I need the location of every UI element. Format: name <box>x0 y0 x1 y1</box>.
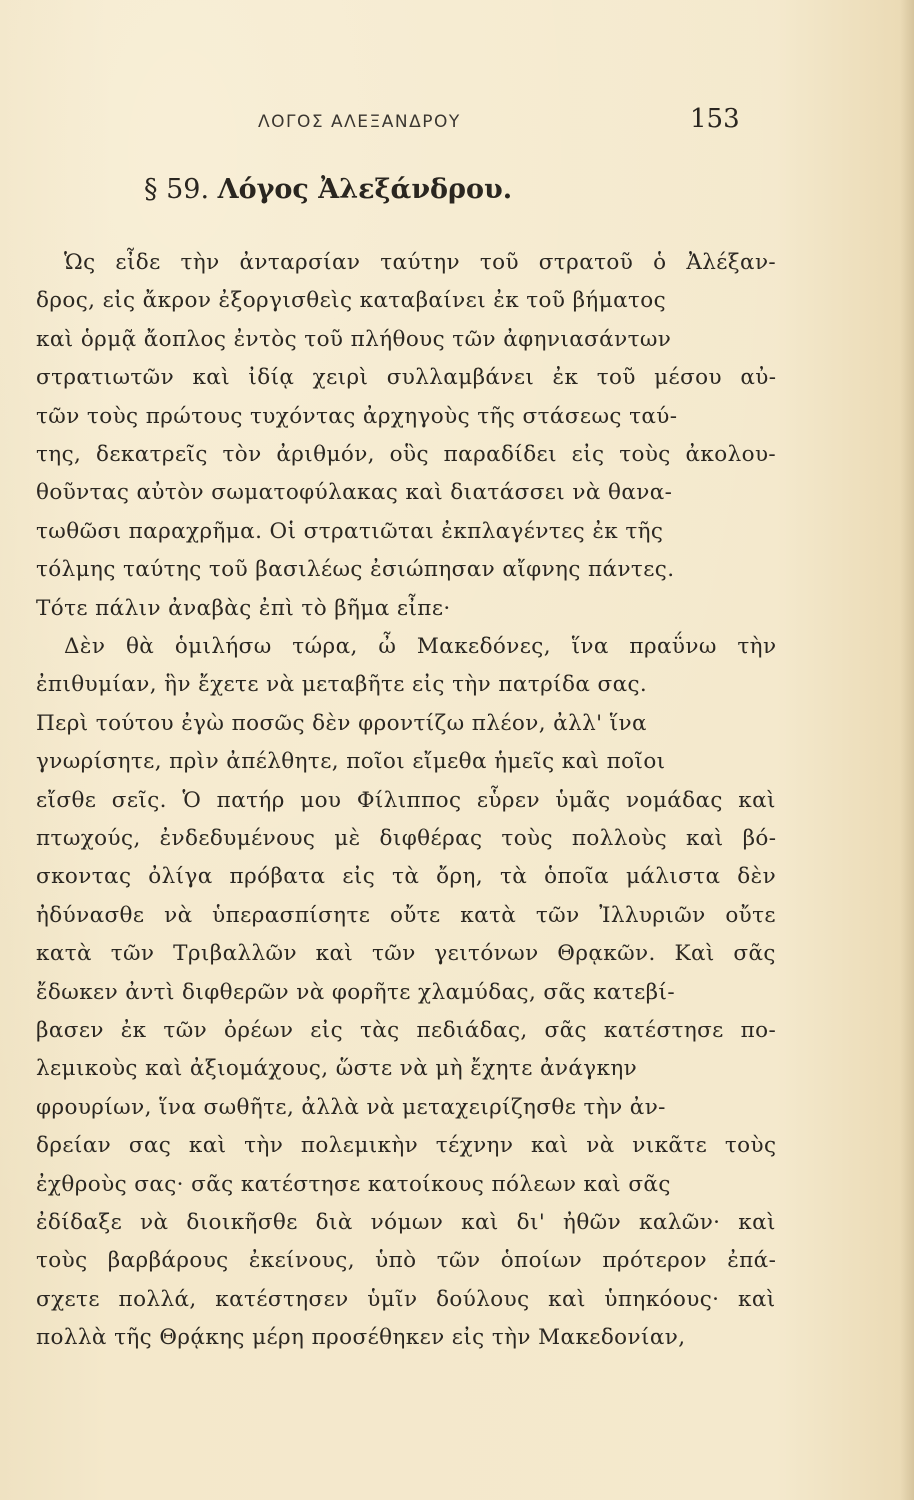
section-heading <box>144 174 512 205</box>
text-line: Τότε πάλιν ἀναβὰς ἐπὶ τὸ βῆμα εἶπε· <box>36 595 451 621</box>
text-line: ἐχθροὺς σας· σᾶς κατέστησε κατοίκους πόλεων καὶ σᾶς <box>36 1171 671 1197</box>
text-line: δρος, εἰς ἄκρον ἐξοργισθεὶς καταβαίνει ἐκ τοῦ βήματος <box>36 288 667 314</box>
text-line: κατὰ τῶν Τριβαλλῶν καὶ τῶν γειτόνων Θρᾳκῶν. Καὶ σᾶς <box>36 941 776 967</box>
text-line: Περὶ τούτου ἐγὼ ποσῶς δὲν φροντίζω πλέον, ἀλλ' ἵνα <box>36 710 647 736</box>
section-number: § 59. <box>144 174 210 205</box>
text-line: φρουρίων, ἵνα σωθῆτε, ἀλλὰ νὰ μεταχειρίζησθε τὴν ἀν- <box>36 1094 666 1120</box>
text-line: Ὡς εἶδε τὴν ἀνταρσίαν ταύτην τοῦ στρατοῦ ὁ Ἀλέξαν- <box>64 250 777 275</box>
page-number: 153 <box>690 104 740 134</box>
text-line: ἐπιθυμίαν, ἣν ἔχετε νὰ μεταβῆτε εἰς τὴν πατρίδα σας. <box>36 672 648 698</box>
text-line: ἐδίδαξε νὰ διοικῆσθε διὰ νόμων καὶ δι' ἠθῶν καλῶν· καὶ <box>36 1210 776 1235</box>
text-line: τόλμης ταύτης τοῦ βασιλέως ἐσιώπησαν αἴφνης πάντες. <box>36 557 675 583</box>
text-line: στρατιωτῶν καὶ ἰδίᾳ χειρὶ συλλαμβάνει ἐκ τοῦ μέσου αὐ- <box>36 365 777 391</box>
text-line: της, δεκατρεῖς τὸν ἀριθμόν, οὓς παραδίδει εἰς τοὺς ἀκολου- <box>36 442 777 467</box>
page-edge-shadow <box>900 0 914 1500</box>
text-line: ἠδύνασθε νὰ ὑπερασπίσητε οὔτε κατὰ τῶν Ἰλλυριῶν οὔτε <box>36 902 776 928</box>
text-line: σχετε πολλά, κατέστησεν ὑμῖν δούλους καὶ ὑπηκόους· καὶ <box>36 1286 776 1312</box>
text-line: δρείαν σας καὶ τὴν πολεμικὴν τέχνην καὶ νὰ νικᾶτε τοὺς <box>36 1133 777 1159</box>
text-line: τοὺς βαρβάρους ἐκείνους, ὑπὸ τῶν ὁποίων πρότερον ἐπά- <box>36 1248 777 1274</box>
text-line: πτωχούς, ἐνδεδυμένους μὲ διφθέρας τοὺς πολλοὺς καὶ βό- <box>36 826 777 851</box>
text-line: λεμικοὺς καὶ ἀξιομάχους, ὥστε νὰ μὴ ἔχητε ἀνάγκην <box>36 1056 638 1082</box>
text-line: Δὲν θὰ ὁμιλήσω τώρα, ὦ Μακεδόνες, ἵνα πραΰνω τὴν <box>64 634 777 659</box>
text-line: βασεν ἐκ τῶν ὀρέων εἰς τὰς πεδιάδας, σᾶς κατέστησε πο- <box>36 1018 777 1043</box>
text-line: καὶ ὁρμᾷ ἄοπλος ἐντὸς τοῦ πλήθους τῶν ἀφηνιασάντων <box>36 326 672 352</box>
text-line: θοῦντας αὐτὸν σωματοφύλακας καὶ διατάσσει νὰ θανα- <box>36 480 673 506</box>
text-line: τωθῶσι παραχρῆμα. Οἱ στρατιῶται ἐκπλαγέντες ἐκ τῆς <box>36 518 664 544</box>
text-line: τῶν τοὺς πρώτους τυχόντας ἀρχηγοὺς τῆς στάσεως ταύ- <box>36 403 678 429</box>
text-line: γνωρίσητε, πρὶν ἀπέλθητε, ποῖοι εἴμεθα ἡμεῖς καὶ ποῖοι <box>36 749 666 775</box>
text-line: πολλὰ τῆς Θρᾴκης μέρη προσέθηκεν εἰς τὴν Μακεδονίαν, <box>36 1325 686 1351</box>
text-line: σκοντας ὀλίγα πρόβατα εἰς τὰ ὄρη, τὰ ὁποῖα μάλιστα δὲν <box>36 864 777 890</box>
running-head: ΛΟΓΟΣ ΑΛΕΞΑΝΔΡΟΥ <box>258 112 461 132</box>
text-line: ἔδωκεν ἀντὶ διφθερῶν νὰ φορῆτε χλαμύδας, σᾶς κατεβί- <box>36 979 676 1005</box>
text-line: εἴσθε σεῖς. Ὁ πατήρ μου Φίλιππος εὗρεν ὑμᾶς νομάδας καὶ <box>36 787 776 813</box>
section-title: Λόγος Ἀλεξάνδρου. <box>217 174 513 205</box>
